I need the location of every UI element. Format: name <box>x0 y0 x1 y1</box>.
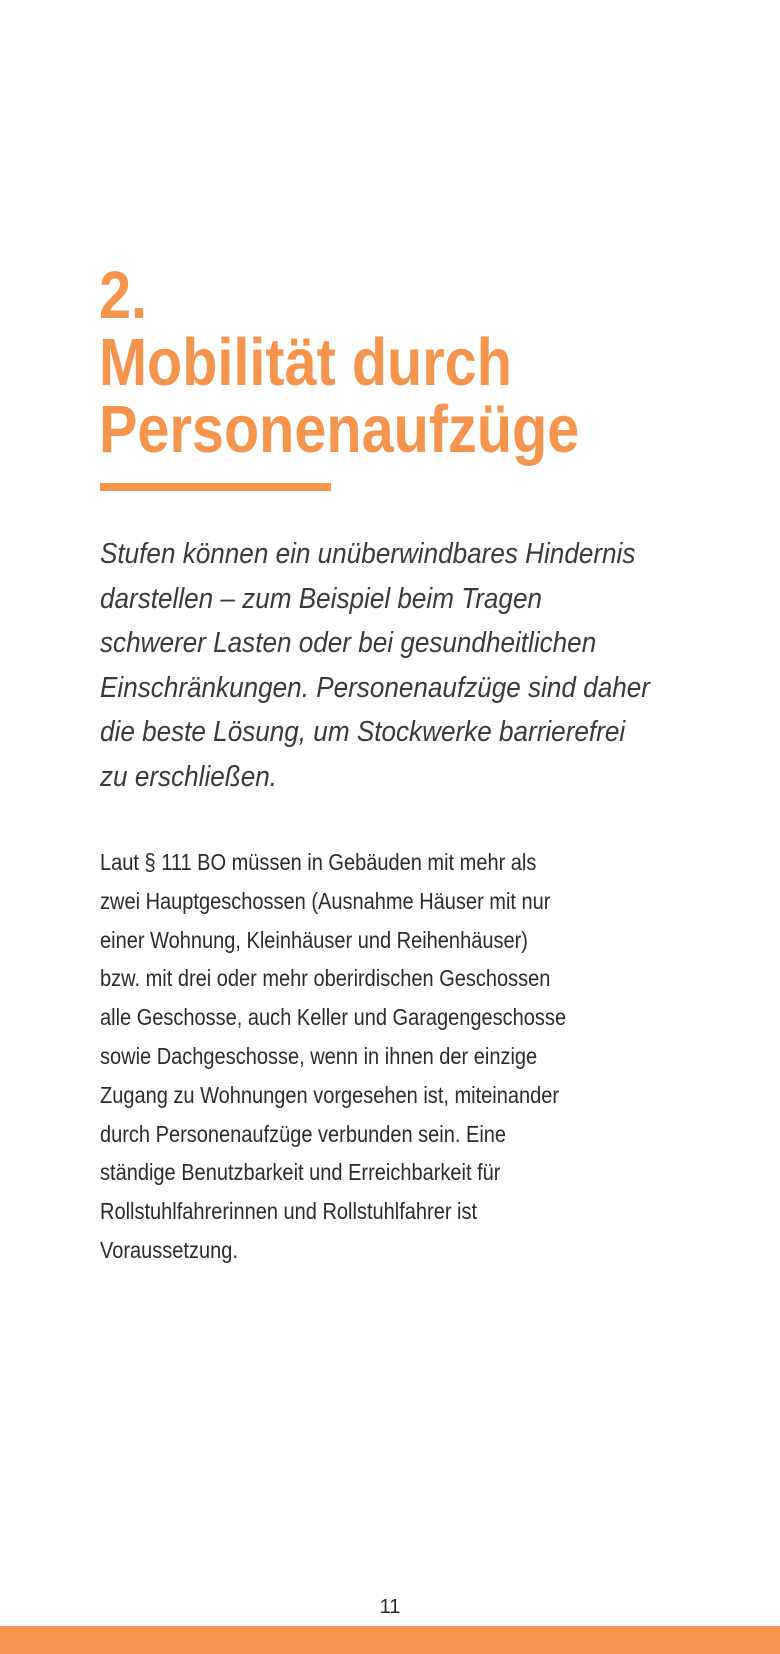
body-line: alle Geschosse, auch Keller und Garagengeschosse <box>100 1004 567 1031</box>
lead-line: Einschränkungen. Personenaufzüge sind daher <box>100 671 650 704</box>
heading-underline <box>100 483 331 491</box>
lead-line: schwerer Lasten oder bei gesundheitlichen <box>100 627 597 659</box>
section-title-line-1: Mobilität durch <box>99 325 512 400</box>
body-line: sowie Dachgeschosse, wenn in ihnen der einzige <box>100 1042 538 1069</box>
lead-line: zu erschließen. <box>100 760 277 793</box>
page-number: 11 <box>379 1596 401 1618</box>
lead-line: darstellen – zum Beispiel beim Tragen <box>100 582 542 615</box>
body-line: ständige Benutzbarkeit und Erreichbarkeit für <box>100 1159 501 1186</box>
section-heading <box>99 258 632 467</box>
body-line: Zugang zu Wohnungen vorgesehen ist, miteinander <box>100 1081 560 1108</box>
body-line: einer Wohnung, Kleinhäuser und Reihenhäuser) <box>100 926 528 953</box>
section-title-line-2: Personenaufzüge <box>99 392 580 467</box>
footer-accent-bar <box>0 1626 780 1654</box>
body-line: zwei Hauptgeschossen (Ausnahme Häuser mit nur <box>100 887 551 914</box>
section-number: 2. <box>99 258 148 333</box>
body-paragraph <box>100 843 622 1270</box>
body-line: Voraussetzung. <box>100 1236 238 1263</box>
lead-line: die beste Lösung, um Stockwerke barrierefrei <box>100 716 626 748</box>
lead-line: Stufen können ein unüberwindbares Hindernis <box>100 538 636 570</box>
body-line: Rollstuhlfahrerinnen und Rollstuhlfahrer ist <box>100 1198 478 1225</box>
body-line: durch Personenaufzüge verbunden sein. Eine <box>100 1120 507 1147</box>
body-line: bzw. mit drei oder mehr oberirdischen Geschossen <box>100 965 551 992</box>
body-line: Laut § 111 BO müssen in Gebäuden mit mehr als <box>100 849 537 875</box>
lead-paragraph <box>100 532 676 799</box>
